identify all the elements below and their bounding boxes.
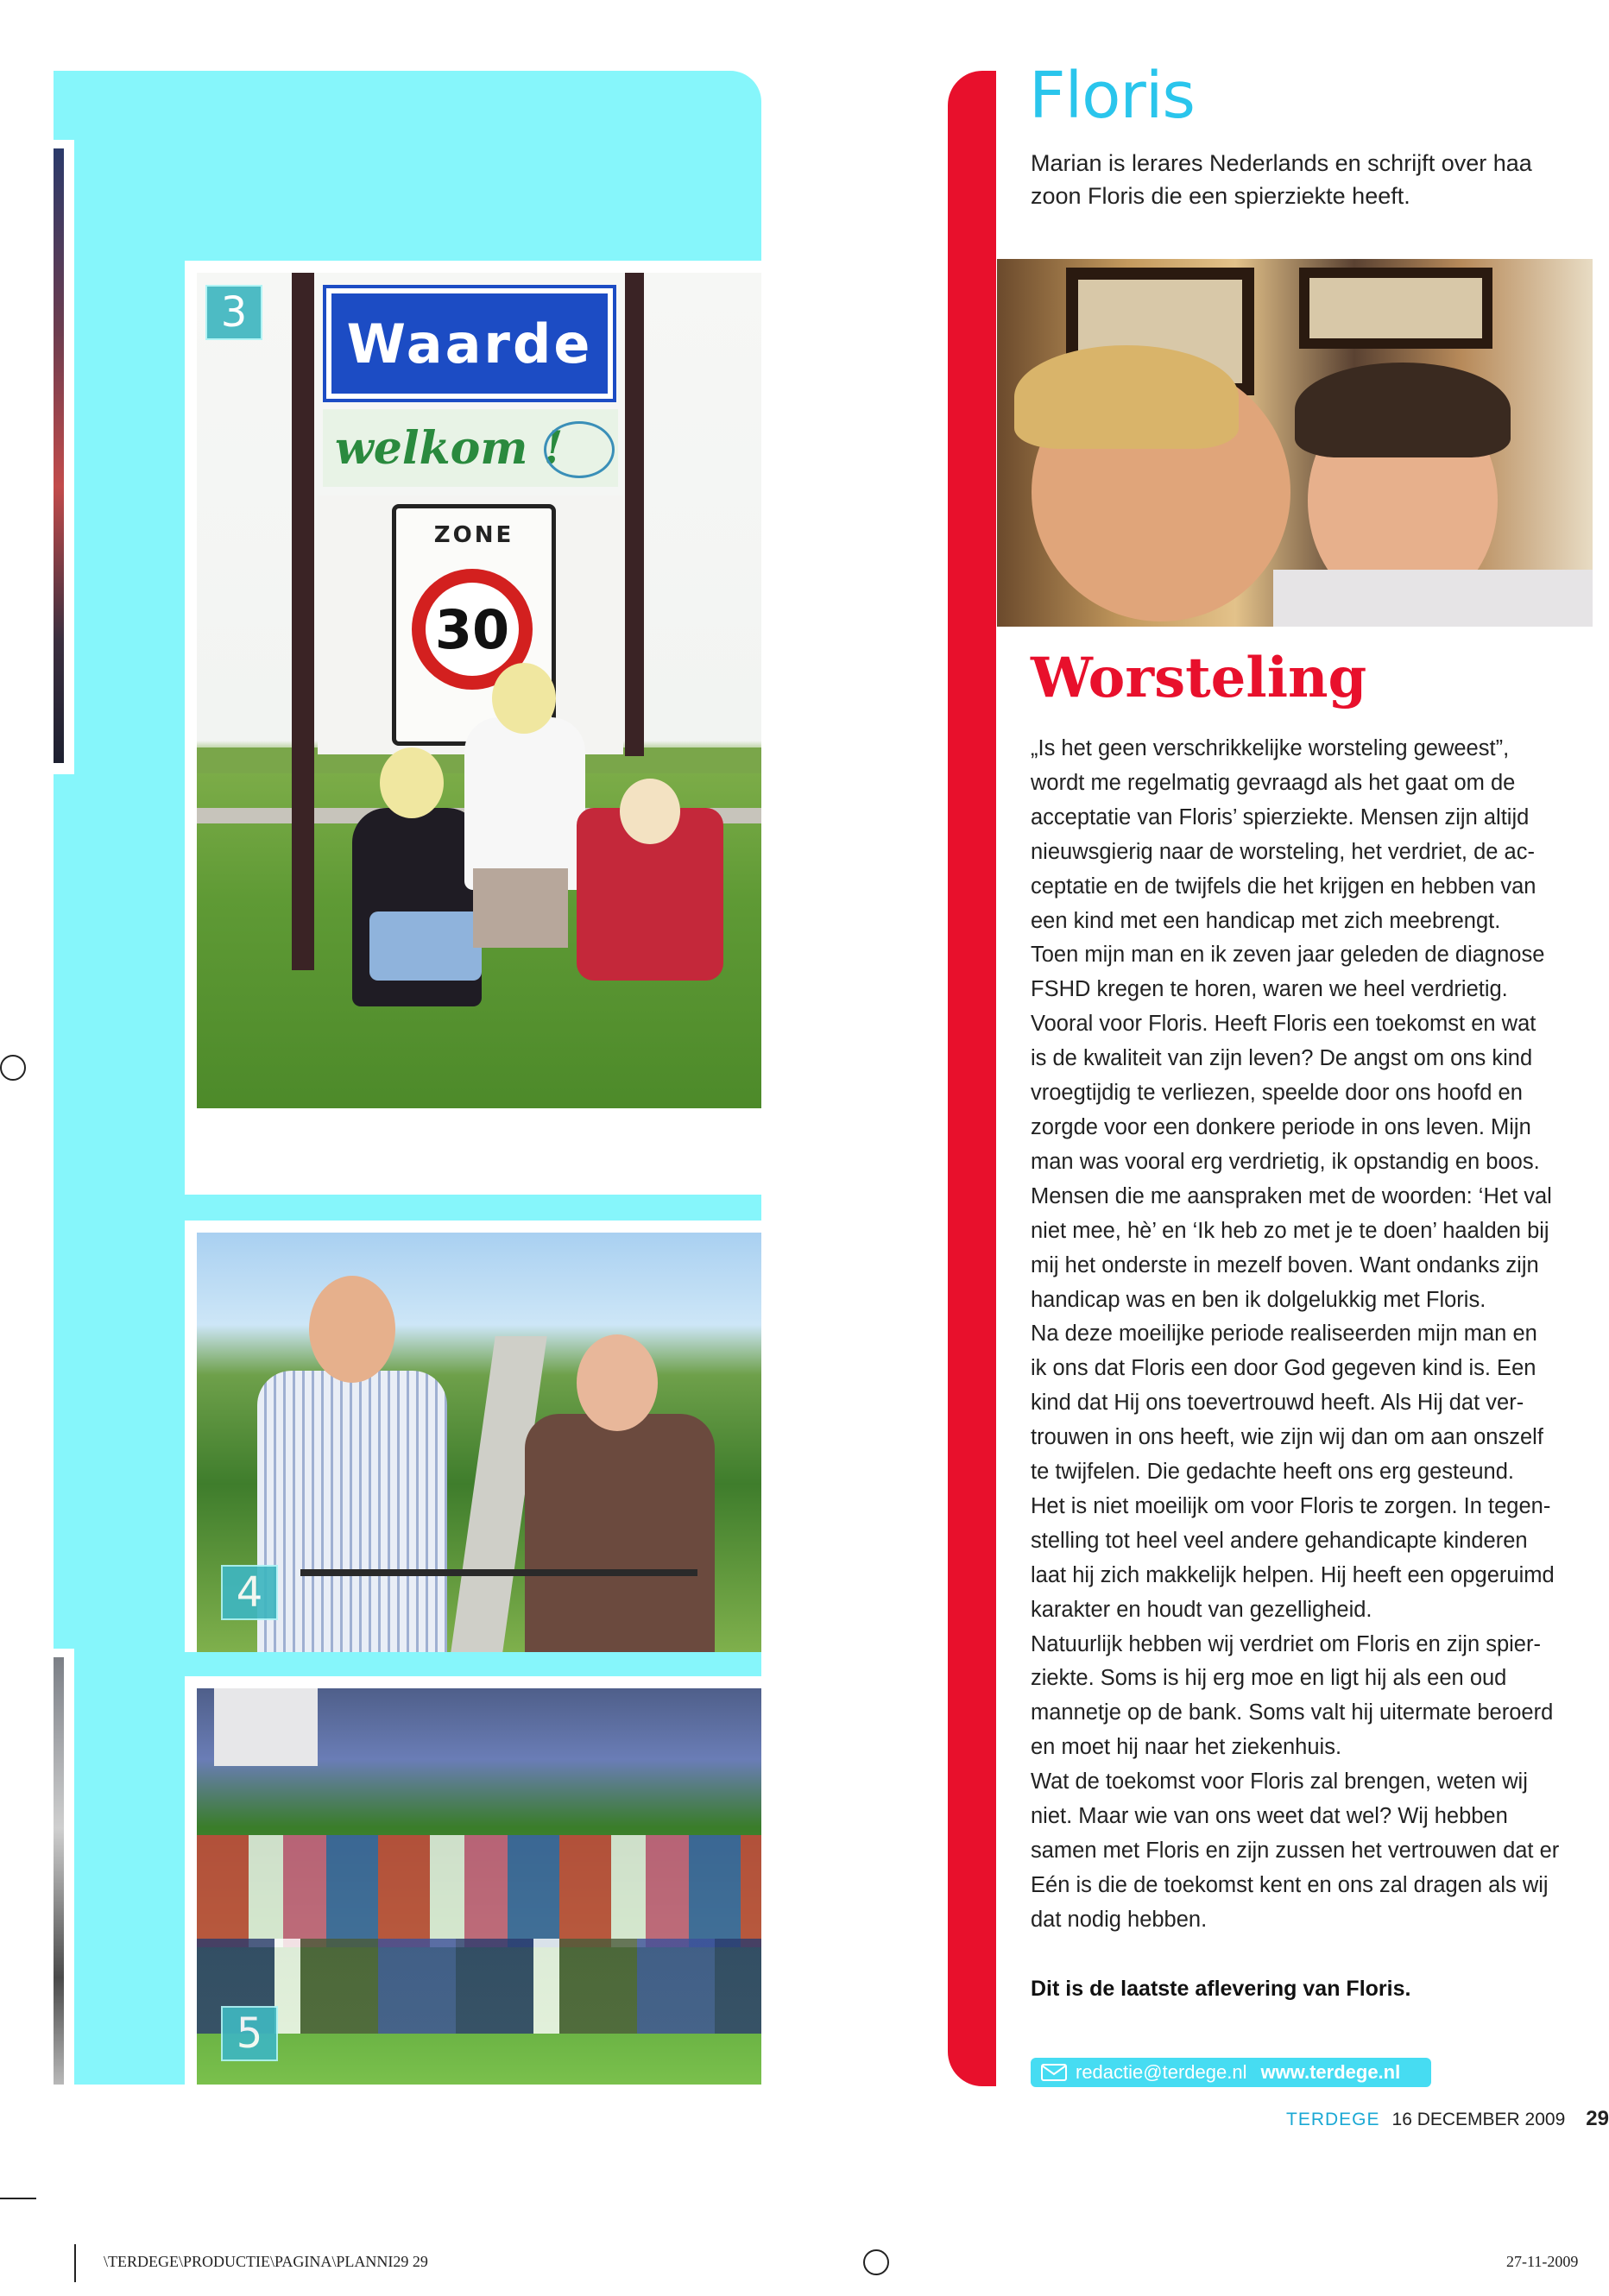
group-children-front	[197, 1939, 761, 2034]
registration-mark-left-icon	[0, 1055, 26, 1081]
contact-bar	[1031, 2058, 1431, 2087]
article-body: „Is het geen verschrikkelijke worsteling geweest”, wordt me regelmatig gevraagd als het gaat om de acceptatie van Floris’ spierziekte. Mensen zijn altijd nieuwsgierig naar de worsteling, het verdriet, de ac- ceptatie en de twijfels die het krijgen en hebben van een kind met een handicap met zich meebrengt. Toen mijn man en ik zeven jaar geleden de diagnose FSHD kregen te horen, waren we heel verdrietig. Vooral voor Floris. Heeft Floris een toekomst en wat is de kwaliteit van zijn leven? De angst om ons kind vroegtijdig te verliezen, speelde door ons hoofd en zorgde voor een donkere periode in ons leven. Mijn man was vooral erg verdrietig, ik opstandig en boos. Mensen die me aanspraken met de woorden: ‘Het val niet mee, hè’ en ‘Ik heb zo met je te doen’ haalden bij mij het onderste in mezelf boven. Want ondanks zijn handicap was en ben ik dolgelukkig met Floris. Na deze moeilijke periode realiseerden mijn man en ik ons dat Floris een door God gegeven kind is. Een kind dat Hij ons toevertrouwd heeft. Als Hij dat ver- trouwen in ons heeft, wie zijn wij dan om aan onszelf te twijfelen. Die gedachte heeft ons erg gesteund. Het is niet moeilijk om voor Floris te zorgen. In tegen- stelling tot heel veel andere gehandicapte kinderen laat hij zich makkelijk helpen. Hij heeft een opgeruimd karakter en houdt van gezelligheid. Natuurlijk hebben wij verdriet om Floris en zijn spier- ziekte. Soms is hij erg moe en ligt hij als een oud mannetje op de bank. Soms valt hij uitermate beroerd en moet hij naar het ziekenhuis. Wat de toekomst voor Floris zal brengen, weten wij niet. Maar wie van ons weet dat wel? Wij hebben samen met Floris en zijn zussen het vertrouwen dat er Eén is die de toekomst kent en ons zal dragen als wij dat nodig hebben.	[1031, 736, 1560, 1932]
edge-photo-bottom	[54, 1657, 64, 2085]
photo-3-frame	[185, 261, 761, 1195]
child-left-skirt	[369, 911, 482, 981]
photo-panel	[54, 71, 761, 2085]
column-title: Floris	[1029, 59, 1195, 133]
photo-3	[197, 273, 761, 1108]
woman-head	[577, 1334, 658, 1431]
photo-4-frame	[185, 1221, 761, 1652]
child-left-head	[380, 747, 444, 818]
issue-date: 16 DECEMBER 2009	[1391, 2110, 1566, 2129]
speed-limit-sign: 30	[412, 569, 533, 690]
photo-5-frame	[185, 1676, 761, 2085]
child-middle	[464, 717, 585, 890]
edge-strip-top	[54, 140, 74, 774]
sign-post-left	[292, 273, 314, 970]
photo-3-badge: 3	[205, 285, 262, 340]
man-shirt	[257, 1371, 447, 1652]
floris-collar	[1273, 570, 1593, 627]
page-footer	[1286, 2107, 1609, 2131]
photo-4-badge: 4	[221, 1565, 278, 1620]
welcome-sign	[323, 409, 618, 487]
registration-mark-bottom-icon	[863, 2249, 889, 2275]
print-slug-path: \TERDEGE\PRODUCTIE\PAGINA\PLANNI29 29	[104, 2253, 428, 2270]
wall-frame-right	[1299, 268, 1492, 349]
crop-mark-bottom	[74, 2244, 76, 2282]
welcome-text: welkom !	[335, 421, 564, 475]
edge-photo-top	[54, 148, 64, 763]
house-wall	[214, 1688, 318, 1766]
zone-label: ZONE	[433, 522, 514, 548]
floris-hair	[1295, 363, 1511, 457]
mother-hair	[1014, 345, 1239, 449]
group-children-back	[197, 1835, 761, 1947]
crop-mark-left	[0, 2198, 36, 2199]
town-sign: Waarde	[326, 288, 613, 399]
contact-website-link[interactable]: www.terdege.nl	[1260, 2061, 1401, 2083]
child-middle-skirt	[473, 868, 568, 948]
magazine-name: TERDEGE	[1286, 2110, 1380, 2129]
municipality-logo-icon	[544, 421, 615, 478]
photo-4	[197, 1233, 761, 1652]
edge-strip-bottom	[54, 1649, 74, 2085]
zone-sign-board	[318, 495, 623, 754]
bicycle-handlebars	[300, 1569, 697, 1576]
page-number: 29	[1586, 2107, 1609, 2130]
contact-email-link[interactable]: redactie@terdege.nl	[1076, 2061, 1247, 2083]
child-middle-head	[492, 663, 556, 734]
photo-5-badge: 5	[221, 2006, 278, 2061]
article-heading: Worsteling	[1031, 646, 1367, 710]
toddler-head	[620, 779, 680, 844]
mail-icon	[1041, 2064, 1067, 2081]
article-closing-note: Dit is de laatste aflevering van Floris.	[1031, 1977, 1411, 2001]
portrait-photo	[997, 259, 1593, 627]
photo-5	[197, 1688, 761, 2085]
woman-cardigan	[525, 1414, 715, 1652]
print-slug-date: 27-11-2009	[1506, 2253, 1579, 2270]
red-side-bar	[948, 71, 996, 2086]
man-head	[309, 1276, 395, 1383]
sign-post-right	[625, 273, 644, 756]
column-intro: Marian is lerares Nederlands en schrijft over haa zoon Floris die een spierziekte heeft.	[1031, 150, 1532, 209]
